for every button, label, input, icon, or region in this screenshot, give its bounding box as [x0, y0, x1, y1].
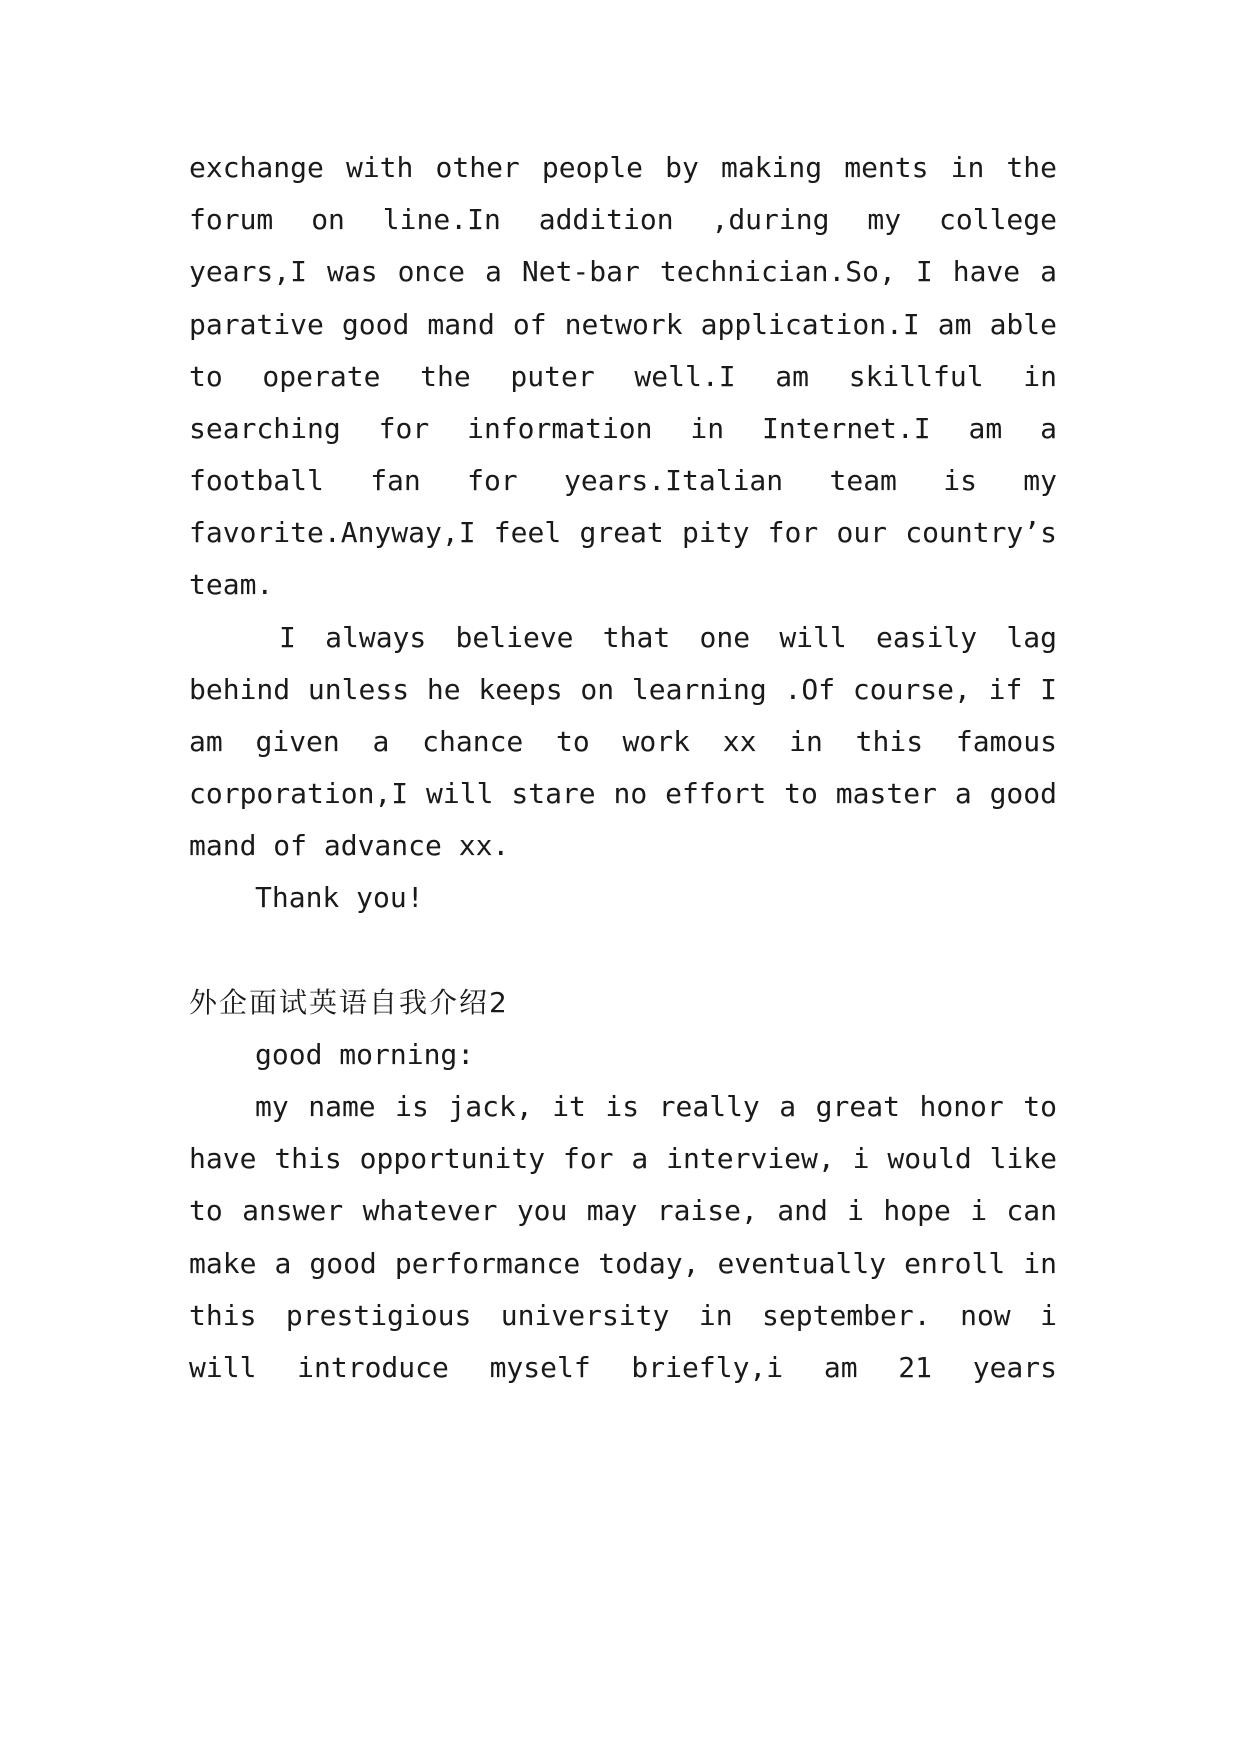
greeting-text: good morning: — [255, 1038, 475, 1071]
text-line: this prestigious university in september. now i — [189, 1299, 1057, 1332]
text-line: to operate the puter well.I am skillful in — [189, 360, 1057, 393]
text-line: mand of advance xx. — [189, 829, 510, 862]
text-line: make a good performance today, eventually enroll in — [189, 1247, 1057, 1280]
closing-text: Thank you! — [255, 881, 424, 914]
text-line: football fan for years.Italian team is my — [189, 464, 1057, 497]
text-line: will introduce myself briefly,i am 21 years — [189, 1351, 1057, 1384]
text-line: have this opportunity for a interview, i would like — [189, 1142, 1057, 1175]
text-line: behind unless he keeps on learning .Of course, if I — [189, 673, 1057, 706]
text-line: favorite.Anyway,I feel great pity for our country’s — [189, 516, 1057, 549]
section-title: 外企面试英语自我介绍2 — [189, 986, 509, 1019]
text-line: years,I was once a Net-bar technician.So, I have a — [189, 255, 1057, 288]
text-line: team. — [189, 568, 274, 601]
text-line: searching for information in Internet.I am a — [189, 412, 1057, 445]
text-line: I always believe that one will easily lag — [279, 621, 1057, 654]
text-line: to answer whatever you may raise, and i hope i can — [189, 1194, 1057, 1227]
text-line: my name is jack, it is really a great honor to — [255, 1090, 1057, 1123]
text-line: am given a chance to work xx in this famous — [189, 725, 1057, 758]
text-line: exchange with other people by making ments in the — [189, 151, 1057, 184]
text-line: parative good mand of network application.I am able — [189, 308, 1057, 341]
text-line: forum on line.In addition ,during my college — [189, 203, 1057, 236]
text-line: corporation,I will stare no effort to master a good — [189, 777, 1057, 810]
